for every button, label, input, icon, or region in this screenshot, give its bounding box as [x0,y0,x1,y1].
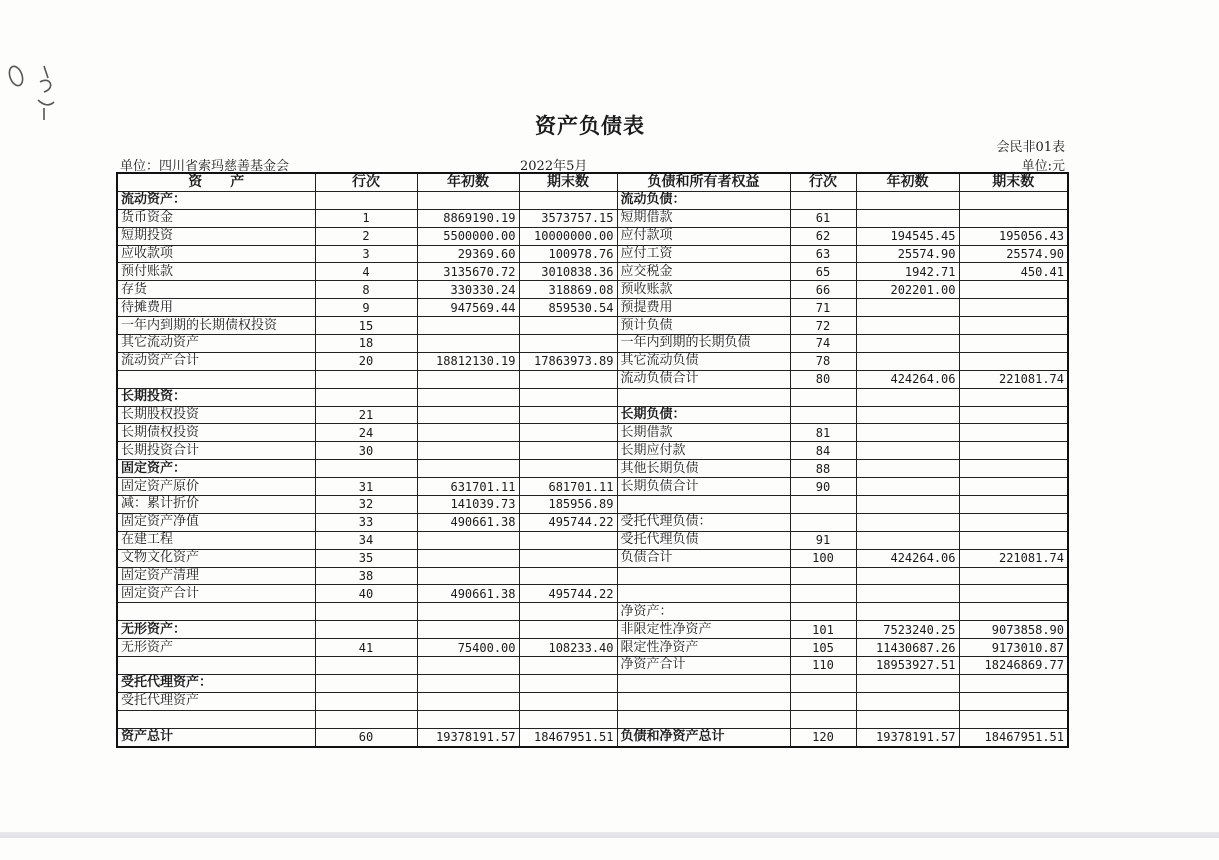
asset-name: 流动资产： [117,191,315,209]
asset-end-value [519,710,617,728]
table-row [117,191,1068,209]
asset-name: 在建工程 [117,531,315,549]
liability-end-value [959,388,1068,406]
liability-end-value [959,513,1068,531]
reporting-unit: 单位：四川省索玛慈善基金会 [120,159,290,174]
asset-line-no: 34 [315,531,417,549]
liability-end-value [959,531,1068,549]
liability-name: 其它流动负债 [617,352,790,370]
liability-name: 限定性净资产 [617,639,790,657]
liability-name: 一年内到期的长期负债 [617,335,790,353]
asset-begin-value [417,531,519,549]
liability-end-value [959,460,1068,478]
currency-unit: 单位:元 [1021,159,1065,174]
asset-end-value: 10000000.00 [519,227,617,245]
table-row [117,549,1068,567]
liability-end-value [959,281,1068,299]
table-row [117,460,1068,478]
liability-line-no [790,603,856,621]
report-title: 资产负债表 [535,113,645,138]
liability-name: 长期负债合计 [617,478,790,496]
table-row [117,442,1068,460]
asset-line-no: 4 [315,263,417,281]
asset-line-no: 20 [315,352,417,370]
header-begin-right: 年初数 [856,173,959,191]
liability-end-value: 450.41 [959,263,1068,281]
asset-line-no: 38 [315,567,417,585]
table-row [117,245,1068,263]
scan-edge [0,832,1219,838]
asset-end-value [519,424,617,442]
asset-name: 货币资金 [117,209,315,227]
asset-begin-value [417,603,519,621]
liability-line-no: 78 [790,352,856,370]
liability-end-value [959,352,1068,370]
header-assets: 资 产 [117,173,315,191]
asset-begin-value: 490661.38 [417,585,519,603]
asset-end-value [519,191,617,209]
asset-line-no: 8 [315,281,417,299]
asset-begin-value: 141039.73 [417,496,519,514]
table-row [117,621,1068,639]
table-row [117,496,1068,514]
table-row [117,352,1068,370]
asset-begin-value [417,370,519,388]
asset-end-value [519,460,617,478]
asset-begin-value [417,549,519,567]
asset-end-value [519,657,617,675]
asset-line-no [315,674,417,692]
liability-line-no [790,496,856,514]
table-row [117,388,1068,406]
table-row [117,603,1068,621]
asset-begin-value: 8869190.19 [417,209,519,227]
report-period: 2022年5月 [520,159,588,174]
asset-begin-value: 75400.00 [417,639,519,657]
liability-name: 流动负债合计 [617,370,790,388]
asset-line-no [315,370,417,388]
liability-begin-value [856,424,959,442]
liability-name: 受托代理负债： [617,513,790,531]
liability-name: 长期借款 [617,424,790,442]
asset-name: 资产总计 [117,728,315,746]
liability-begin-value: 7523240.25 [856,621,959,639]
table-row [117,424,1068,442]
liability-begin-value [856,531,959,549]
liability-line-no: 66 [790,281,856,299]
liability-name: 预收账款 [617,281,790,299]
liability-name: 应付工资 [617,245,790,263]
asset-end-value [519,317,617,335]
liability-begin-value [856,335,959,353]
asset-name: 固定资产原价 [117,478,315,496]
asset-begin-value [417,335,519,353]
liability-end-value: 9073858.90 [959,621,1068,639]
asset-end-value [519,442,617,460]
asset-line-no [315,710,417,728]
liability-end-value [959,674,1068,692]
asset-line-no: 33 [315,513,417,531]
table-row [117,657,1068,675]
asset-name: 其它流动资产 [117,335,315,353]
asset-begin-value [417,621,519,639]
asset-name: 无形资产 [117,639,315,657]
asset-begin-value [417,317,519,335]
liability-line-no: 81 [790,424,856,442]
liability-begin-value [856,317,959,335]
table-row [117,263,1068,281]
asset-line-no: 31 [315,478,417,496]
asset-end-value: 17863973.89 [519,352,617,370]
liability-line-no: 62 [790,227,856,245]
table-row [117,335,1068,353]
liability-name: 非限定性净资产 [617,621,790,639]
liability-end-value: 18467951.51 [959,728,1068,746]
asset-end-value: 859530.54 [519,299,617,317]
asset-name: 受托代理资产 [117,692,315,710]
asset-name [117,370,315,388]
liability-end-value [959,567,1068,585]
table-row [117,531,1068,549]
asset-line-no: 18 [315,335,417,353]
asset-end-value: 495744.22 [519,513,617,531]
liability-name: 长期应付款 [617,442,790,460]
liability-end-value: 18246869.77 [959,657,1068,675]
table-row [117,728,1068,746]
asset-end-value [519,603,617,621]
asset-end-value [519,567,617,585]
liability-begin-value: 19378191.57 [856,728,959,746]
asset-line-no: 9 [315,299,417,317]
asset-end-value: 318869.08 [519,281,617,299]
asset-begin-value [417,657,519,675]
form-code: 会民非01表 [996,140,1065,155]
liability-line-no: 71 [790,299,856,317]
liability-name [617,692,790,710]
liability-line-no [790,585,856,603]
asset-name: 文物文化资产 [117,549,315,567]
liability-line-no [790,567,856,585]
asset-line-no [315,460,417,478]
asset-begin-value [417,191,519,209]
header-end-right: 期末数 [959,173,1068,191]
liability-end-value [959,692,1068,710]
liability-end-value [959,710,1068,728]
liability-begin-value: 1942.71 [856,263,959,281]
liability-begin-value [856,513,959,531]
asset-name: 固定资产清理 [117,567,315,585]
asset-end-value [519,335,617,353]
asset-end-value: 3573757.15 [519,209,617,227]
asset-name: 固定资产净值 [117,513,315,531]
asset-name: 存货 [117,281,315,299]
asset-end-value [519,406,617,424]
asset-begin-value [417,442,519,460]
asset-line-no: 15 [315,317,417,335]
liability-line-no [790,388,856,406]
liability-line-no [790,513,856,531]
header-line-no-right: 行次 [790,173,856,191]
asset-name: 减：累计折价 [117,496,315,514]
liability-line-no [790,710,856,728]
asset-name: 受托代理资产： [117,674,315,692]
liability-begin-value [856,352,959,370]
table-row [117,710,1068,728]
liability-line-no: 120 [790,728,856,746]
asset-begin-value [417,406,519,424]
table-row [117,585,1068,603]
liability-begin-value [856,209,959,227]
liability-end-value [959,299,1068,317]
liability-line-no: 72 [790,317,856,335]
header-liabilities: 负债和所有者权益 [617,173,790,191]
asset-line-no: 24 [315,424,417,442]
liability-line-no [790,191,856,209]
table-row [117,478,1068,496]
table-row [117,299,1068,317]
asset-name: 长期股权投资 [117,406,315,424]
liability-name: 流动负债： [617,191,790,209]
liability-name [617,674,790,692]
liability-name [617,710,790,728]
asset-line-no: 41 [315,639,417,657]
liability-line-no: 80 [790,370,856,388]
liability-end-value [959,406,1068,424]
asset-line-no [315,692,417,710]
liability-end-value [959,603,1068,621]
asset-begin-value [417,692,519,710]
asset-begin-value: 29369.60 [417,245,519,263]
header-line-no: 行次 [315,173,417,191]
liability-end-value [959,317,1068,335]
liability-line-no: 110 [790,657,856,675]
table-row [117,227,1068,245]
asset-name: 长期投资合计 [117,442,315,460]
liability-end-value [959,496,1068,514]
liability-line-no: 84 [790,442,856,460]
asset-end-value: 185956.89 [519,496,617,514]
liability-end-value [959,442,1068,460]
asset-begin-value: 947569.44 [417,299,519,317]
asset-begin-value: 5500000.00 [417,227,519,245]
liability-begin-value [856,692,959,710]
asset-begin-value: 330330.24 [417,281,519,299]
asset-name: 应收款项 [117,245,315,263]
asset-line-no: 1 [315,209,417,227]
asset-begin-value [417,567,519,585]
liability-end-value [959,478,1068,496]
liability-end-value: 9173010.87 [959,639,1068,657]
liability-begin-value [856,603,959,621]
asset-end-value: 108233.40 [519,639,617,657]
liability-begin-value [856,191,959,209]
asset-line-no: 40 [315,585,417,603]
liability-line-no: 90 [790,478,856,496]
table-row [117,370,1068,388]
asset-end-value [519,531,617,549]
liability-name: 其他长期负债 [617,460,790,478]
asset-line-no: 32 [315,496,417,514]
liability-begin-value [856,585,959,603]
liability-name [617,567,790,585]
liability-name: 负债合计 [617,549,790,567]
liability-name: 长期负债： [617,406,790,424]
asset-begin-value [417,674,519,692]
table-row [117,209,1068,227]
liability-line-no: 88 [790,460,856,478]
table-row [117,674,1068,692]
liability-name: 受托代理负债 [617,531,790,549]
liability-begin-value: 202201.00 [856,281,959,299]
liability-begin-value: 18953927.51 [856,657,959,675]
asset-name [117,657,315,675]
liability-name: 负债和净资产总计 [617,728,790,746]
table-row [117,317,1068,335]
header-row [117,173,1068,191]
liability-end-value [959,335,1068,353]
asset-name: 长期债权投资 [117,424,315,442]
liability-end-value [959,191,1068,209]
liability-begin-value [856,674,959,692]
liability-begin-value [856,442,959,460]
liability-line-no: 91 [790,531,856,549]
liability-begin-value [856,299,959,317]
liability-end-value: 221081.74 [959,549,1068,567]
asset-name: 短期投资 [117,227,315,245]
liability-line-no: 101 [790,621,856,639]
liability-line-no: 100 [790,549,856,567]
asset-name [117,710,315,728]
asset-end-value: 100978.76 [519,245,617,263]
asset-line-no: 21 [315,406,417,424]
balance-sheet-table [116,172,1069,748]
liability-name [617,388,790,406]
liability-line-no: 63 [790,245,856,263]
liability-name: 短期借款 [617,209,790,227]
asset-line-no [315,603,417,621]
asset-begin-value: 631701.11 [417,478,519,496]
liability-name [617,496,790,514]
asset-name: 固定资产合计 [117,585,315,603]
header-begin: 年初数 [417,173,519,191]
asset-end-value [519,388,617,406]
liability-begin-value [856,388,959,406]
asset-line-no: 3 [315,245,417,263]
table-row [117,281,1068,299]
asset-name: 固定资产： [117,460,315,478]
liability-line-no [790,674,856,692]
liability-end-value: 195056.43 [959,227,1068,245]
asset-begin-value: 18812130.19 [417,352,519,370]
asset-end-value [519,621,617,639]
table-row [117,513,1068,531]
asset-line-no [315,388,417,406]
asset-end-value: 681701.11 [519,478,617,496]
asset-name [117,603,315,621]
asset-end-value [519,549,617,567]
liability-line-no: 65 [790,263,856,281]
asset-name: 长期投资： [117,388,315,406]
asset-name: 预付账款 [117,263,315,281]
asset-begin-value [417,460,519,478]
liability-end-value: 25574.90 [959,245,1068,263]
liability-begin-value [856,710,959,728]
asset-begin-value: 3135670.72 [417,263,519,281]
asset-end-value: 495744.22 [519,585,617,603]
liability-line-no: 74 [790,335,856,353]
asset-line-no: 30 [315,442,417,460]
liability-name: 应交税金 [617,263,790,281]
asset-name: 待摊费用 [117,299,315,317]
liability-line-no [790,692,856,710]
liability-begin-value [856,496,959,514]
asset-begin-value [417,710,519,728]
asset-name: 一年内到期的长期债权投资 [117,317,315,335]
table-row [117,639,1068,657]
asset-begin-value: 490661.38 [417,513,519,531]
liability-line-no [790,406,856,424]
asset-begin-value: 19378191.57 [417,728,519,746]
asset-line-no [315,657,417,675]
liability-begin-value: 25574.90 [856,245,959,263]
asset-end-value: 3010838.36 [519,263,617,281]
liability-end-value: 221081.74 [959,370,1068,388]
liability-end-value [959,585,1068,603]
liability-name: 净资产合计 [617,657,790,675]
asset-name: 无形资产： [117,621,315,639]
liability-begin-value: 11430687.26 [856,639,959,657]
table-row [117,567,1068,585]
asset-name: 流动资产合计 [117,352,315,370]
liability-name [617,585,790,603]
header-end: 期末数 [519,173,617,191]
liability-begin-value: 194545.45 [856,227,959,245]
asset-begin-value [417,424,519,442]
asset-begin-value [417,388,519,406]
asset-end-value [519,370,617,388]
asset-line-no: 2 [315,227,417,245]
asset-end-value [519,692,617,710]
liability-begin-value [856,567,959,585]
liability-name: 预提费用 [617,299,790,317]
asset-end-value [519,674,617,692]
liability-name: 净资产： [617,603,790,621]
asset-line-no: 35 [315,549,417,567]
liability-end-value [959,424,1068,442]
liability-end-value [959,209,1068,227]
asset-line-no [315,191,417,209]
table-row [117,406,1068,424]
liability-begin-value: 424264.06 [856,549,959,567]
liability-name: 预计负债 [617,317,790,335]
asset-line-no [315,621,417,639]
liability-begin-value [856,406,959,424]
liability-begin-value [856,478,959,496]
liability-line-no: 61 [790,209,856,227]
asset-end-value: 18467951.51 [519,728,617,746]
asset-line-no: 60 [315,728,417,746]
table-row [117,692,1068,710]
liability-line-no: 105 [790,639,856,657]
liability-begin-value [856,460,959,478]
liability-begin-value: 424264.06 [856,370,959,388]
liability-name: 应付款项 [617,227,790,245]
